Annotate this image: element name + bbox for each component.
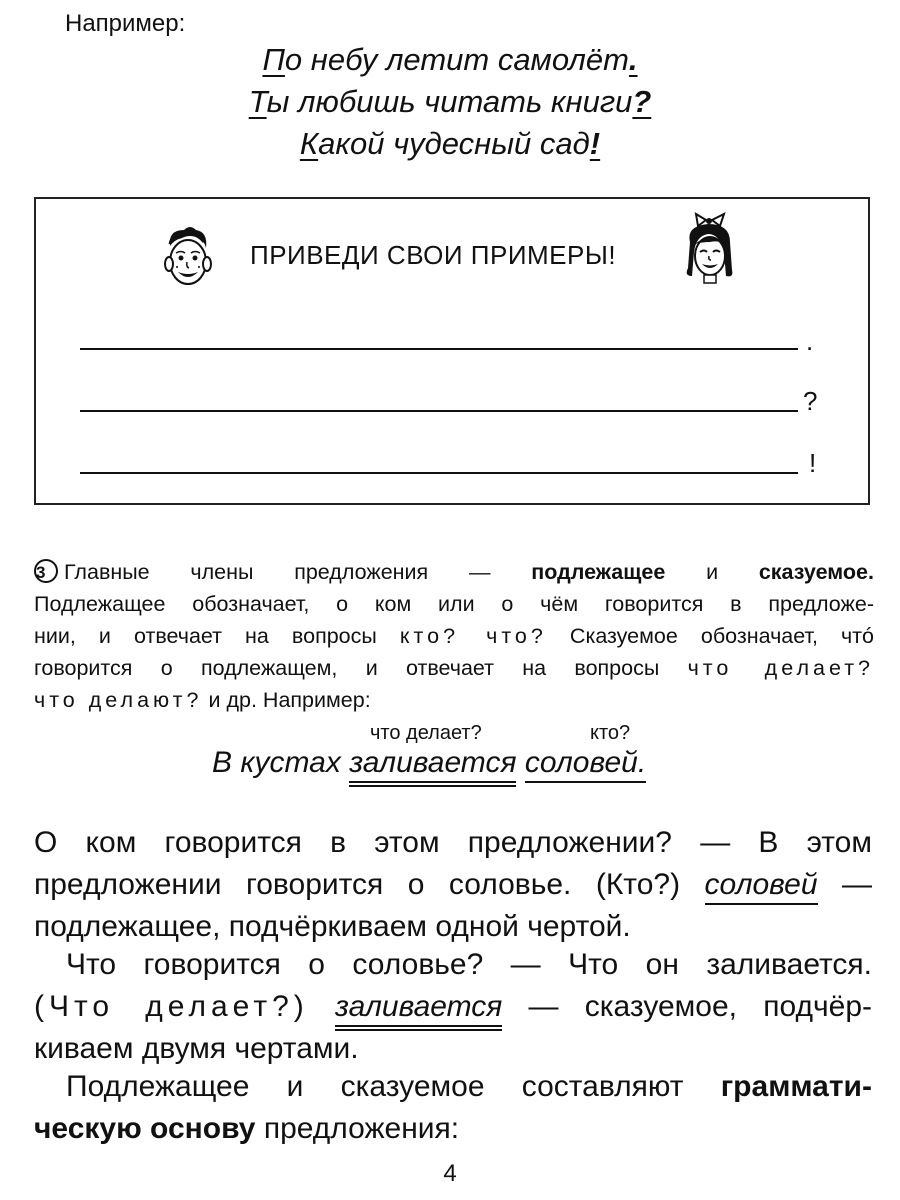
example-1-first-letter: П bbox=[262, 42, 285, 77]
example-3-end: ! bbox=[589, 126, 601, 161]
girl-face-icon bbox=[680, 212, 742, 290]
example-sentence-3 bbox=[0, 126, 900, 162]
subject-word: соловей. bbox=[525, 746, 646, 783]
answer-line-2-end: ? bbox=[803, 386, 818, 416]
example-sentence-2 bbox=[0, 84, 900, 120]
question-predicate: что делает? bbox=[370, 722, 482, 744]
section3-line-2: Подлежащее обозначает, о ком или о чём говорится в предложе- bbox=[34, 592, 874, 616]
explanation-line-3: подлежащее, подчёркиваем одной чертой. bbox=[34, 910, 631, 943]
answer-line-2[interactable] bbox=[80, 410, 798, 412]
example-main-sentence: В кустах заливается соловей. bbox=[212, 746, 646, 787]
explanation-line-1: О ком говорится в этом предложении? — В этом bbox=[34, 826, 872, 859]
explanation-line-5: (Что делает?) заливается — сказуемое, подчёр- bbox=[34, 986, 872, 1031]
question-subject: кто? bbox=[590, 722, 631, 744]
example-2-first-letter: Т bbox=[248, 84, 267, 119]
explanation-line-6: киваем двумя чертами. bbox=[34, 1032, 359, 1065]
answer-line-3[interactable] bbox=[80, 472, 798, 474]
section-number-badge: 3 bbox=[34, 559, 58, 583]
answer-line-1[interactable] bbox=[80, 348, 798, 350]
example-1-end: . bbox=[628, 42, 638, 77]
explanation-line-4: Что говорится о соловье? — Что он заливается. bbox=[66, 948, 872, 981]
example-3-text: акой чудесный сад bbox=[318, 126, 590, 161]
example-2-text: ы любишь читать книги bbox=[266, 84, 633, 119]
section3-line-4: говорится о подлежащем, и отвечает на вопросы что делает? bbox=[34, 656, 875, 680]
section3-line-3: нии, и отвечает на вопросы кто? что? Сказуемое обозначает, чтó bbox=[34, 624, 874, 648]
answer-line-3-end: ! bbox=[809, 448, 817, 478]
explanation-line-7: Подлежащее и сказуемое составляют граммати- bbox=[66, 1070, 872, 1103]
intro-label: Например: bbox=[65, 10, 186, 37]
explanation-line-8: ческую основу предложения: bbox=[34, 1112, 460, 1145]
explanation-line-2: предложении говорится о соловье. (Кто?) соловей — bbox=[34, 864, 872, 906]
boy-face-icon bbox=[160, 224, 214, 294]
example-3-first-letter: К bbox=[299, 126, 319, 161]
subject-example: соловей bbox=[705, 868, 818, 905]
example-2-end: ? bbox=[632, 84, 652, 119]
section3-line-5: что делают? и др. Например: bbox=[34, 688, 371, 712]
example-sentence-1 bbox=[0, 42, 900, 78]
predicate-example: заливается bbox=[335, 990, 502, 1031]
page-number: 4 bbox=[443, 1160, 457, 1187]
section3-line-1: 3 Главные члены предложения — подлежащее и сказуемое. bbox=[36, 560, 874, 584]
task-title: ПРИВЕДИ СВОИ ПРИМЕРЫ! bbox=[250, 240, 617, 270]
example-1-text: о небу летит самолёт bbox=[284, 42, 629, 77]
answer-line-1-end: . bbox=[806, 326, 814, 356]
predicate-word: заливается bbox=[349, 746, 516, 787]
